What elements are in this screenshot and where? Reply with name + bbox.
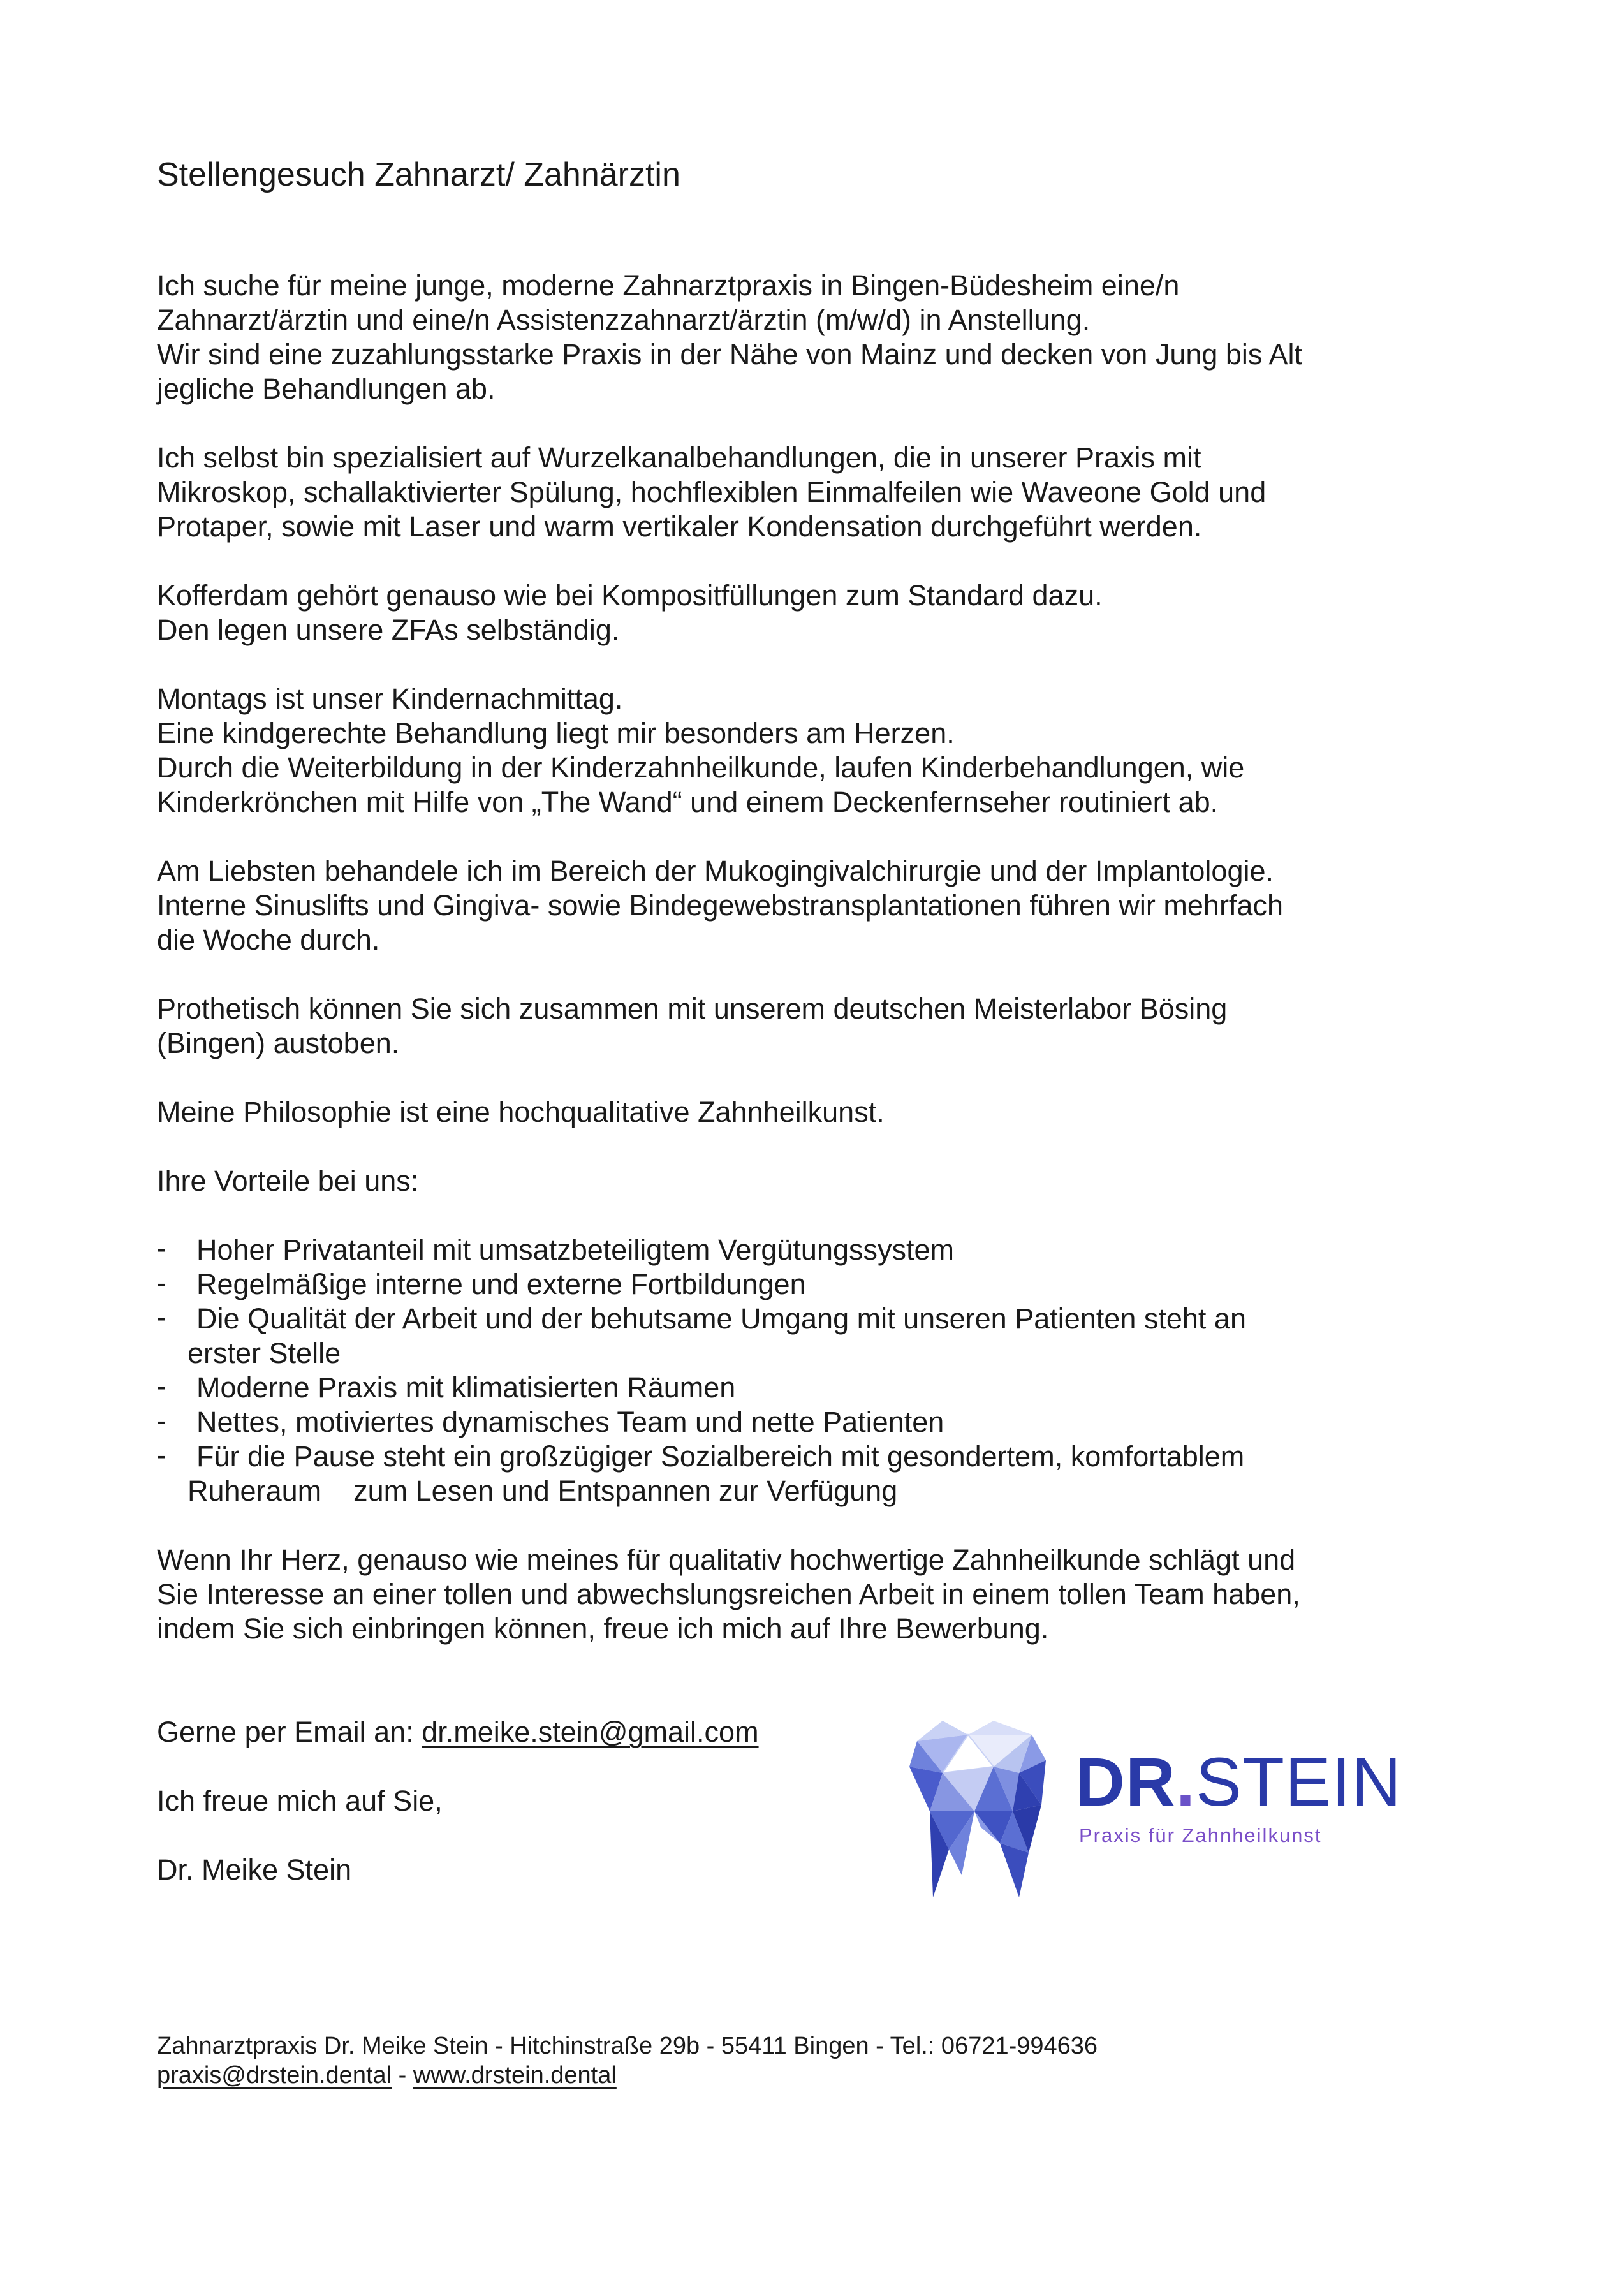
footer-website-link[interactable]: www.drstein.dental — [413, 2062, 617, 2089]
paragraph-line: Wir sind eine zuzahlungsstarke Praxis in der Nähe von Mainz und decken von Jung bis Alt — [157, 338, 1302, 371]
letter-body — [157, 155, 1496, 1887]
list-item-text: Hoher Privatanteil mit umsatzbeteiligtem Vergütungssystem — [196, 1233, 955, 1266]
tooth-logo-icon — [904, 1716, 1051, 1901]
list-dash: - — [157, 1232, 166, 1265]
list-item — [157, 1405, 1496, 1439]
paragraph-line: indem Sie sich einbringen können, freue ich mich auf Ihre Bewerbung. — [157, 1612, 1049, 1645]
paragraph — [157, 269, 1496, 406]
paragraph-line: Montags ist unser Kindernachmittag. — [157, 682, 623, 715]
paragraph-line: die Woche durch. — [157, 924, 380, 956]
list-dash: - — [157, 1267, 166, 1299]
paragraph-line: Interne Sinuslifts und Gingiva- sowie Bindegewebstransplantationen führen wir mehrfach — [157, 889, 1283, 922]
list-item-text: Moderne Praxis mit klimatisierten Räumen — [196, 1371, 736, 1404]
paragraph — [157, 441, 1496, 544]
list-item — [157, 1302, 1496, 1371]
paragraph-line: Eine kindgerechte Behandlung liegt mir besonders am Herzen. — [157, 717, 955, 749]
list-item-text: Die Qualität der Arbeit und der behutsame Umgang mit unseren Patienten steht an — [196, 1302, 1246, 1335]
paragraph — [157, 682, 1496, 820]
logo-brand-dr: DR — [1075, 1743, 1176, 1820]
closing-paragraph — [157, 1543, 1496, 1646]
signature: Dr. Meike Stein — [157, 1853, 352, 1886]
footer-address: Zahnarztpraxis Dr. Meike Stein - Hitchinstraße 29b - 55411 Bingen - Tel.: 06721-994636 — [157, 2033, 1098, 2059]
paragraph — [157, 578, 1496, 647]
paragraph-line: Prothetisch können Sie sich zusammen mit unserem deutschen Meisterlabor Bösing — [157, 992, 1228, 1025]
list-item-text: Für die Pause steht ein großzügiger Sozialbereich mit gesondertem, komfortablem — [196, 1440, 1245, 1473]
email-prefix: Gerne per Email an: — [157, 1716, 422, 1748]
logo-brand-dot: . — [1176, 1743, 1196, 1820]
paragraph — [157, 992, 1496, 1061]
paragraph-line: Sie Interesse an einer tollen und abwechslungsreichen Arbeit in einem tollen Team haben, — [157, 1578, 1300, 1610]
paragraph-line: Den legen unsere ZFAs selbständig. — [157, 614, 620, 646]
footer — [157, 2031, 1098, 2090]
body-paragraphs — [157, 269, 1496, 1198]
paragraph-line: Ihre Vorteile bei uns: — [157, 1165, 419, 1197]
footer-separator: - — [392, 2062, 413, 2089]
list-item — [157, 1267, 1496, 1302]
practice-logo — [904, 1716, 1402, 1901]
logo-brand — [1075, 1743, 1402, 1820]
paragraph — [157, 1095, 1496, 1130]
list-dash: - — [157, 1404, 166, 1437]
paragraph-line: Kofferdam gehört genauso wie bei Kompositfüllungen zum Standard dazu. — [157, 579, 1103, 612]
greeting: Ich freue mich auf Sie, — [157, 1785, 443, 1817]
list-dash: - — [157, 1301, 166, 1334]
list-dash: - — [157, 1439, 166, 1471]
logo-text — [1075, 1743, 1402, 1847]
paragraph-line: Durch die Weiterbildung in der Kinderzahnheilkunde, laufen Kinderbehandlungen, wie — [157, 751, 1245, 784]
footer-email-link[interactable]: praxis@drstein.dental — [157, 2062, 392, 2089]
paragraph-line: Mikroskop, schallaktivierter Spülung, hochflexiblen Einmalfeilen wie Waveone Gold und — [157, 476, 1267, 508]
paragraph — [157, 854, 1496, 957]
paragraph-line: Zahnarzt/ärztin und eine/n Assistenzzahnarzt/ärztin (m/w/d) in Anstellung. — [157, 304, 1091, 336]
list-dash: - — [157, 1370, 166, 1402]
paragraph-line: Ich selbst bin spezialisiert auf Wurzelkanalbehandlungen, die in unserer Praxis mit — [157, 441, 1201, 474]
page-title: Stellengesuch Zahnarzt/ Zahnärztin — [157, 156, 680, 193]
list-item — [157, 1371, 1496, 1405]
paragraph-line: Wenn Ihr Herz, genauso wie meines für qualitativ hochwertige Zahnheilkunde schlägt und — [157, 1543, 1296, 1576]
paragraph-line: Ich suche für meine junge, moderne Zahnarztpraxis in Bingen-Büdesheim eine/n — [157, 269, 1180, 302]
list-item — [157, 1233, 1496, 1267]
logo-brand-stein: STEIN — [1196, 1743, 1402, 1820]
list-item-continuation: erster Stelle — [187, 1337, 341, 1369]
paragraph-line: (Bingen) austoben. — [157, 1027, 400, 1059]
paragraph — [157, 1164, 1496, 1198]
benefits-list — [157, 1233, 1496, 1508]
paragraph-line: Meine Philosophie ist eine hochqualitative Zahnheilkunst. — [157, 1096, 885, 1128]
list-item — [157, 1439, 1496, 1508]
paragraph-line: jegliche Behandlungen ab. — [157, 372, 496, 405]
paragraph-line: Kinderkrönchen mit Hilfe von „The Wand“ und einem Deckenfernseher routiniert ab. — [157, 786, 1219, 818]
list-item-continuation: Ruheraum zum Lesen und Entspannen zur Verfügung — [187, 1475, 898, 1507]
logo-subtitle: Praxis für Zahnheilkunst — [1079, 1824, 1322, 1846]
list-item-text: Nettes, motiviertes dynamisches Team und nette Patienten — [196, 1406, 944, 1438]
paragraph-line: Am Liebsten behandele ich im Bereich der Mukogingivalchirurgie und der Implantologie. — [157, 855, 1274, 887]
footer-links — [157, 2061, 1098, 2090]
list-item-text: Regelmäßige interne und externe Fortbildungen — [196, 1268, 806, 1300]
paragraph-line: Protaper, sowie mit Laser und warm vertikaler Kondensation durchgeführt werden. — [157, 510, 1202, 543]
email-link[interactable]: dr.meike.stein@gmail.com — [422, 1716, 759, 1748]
